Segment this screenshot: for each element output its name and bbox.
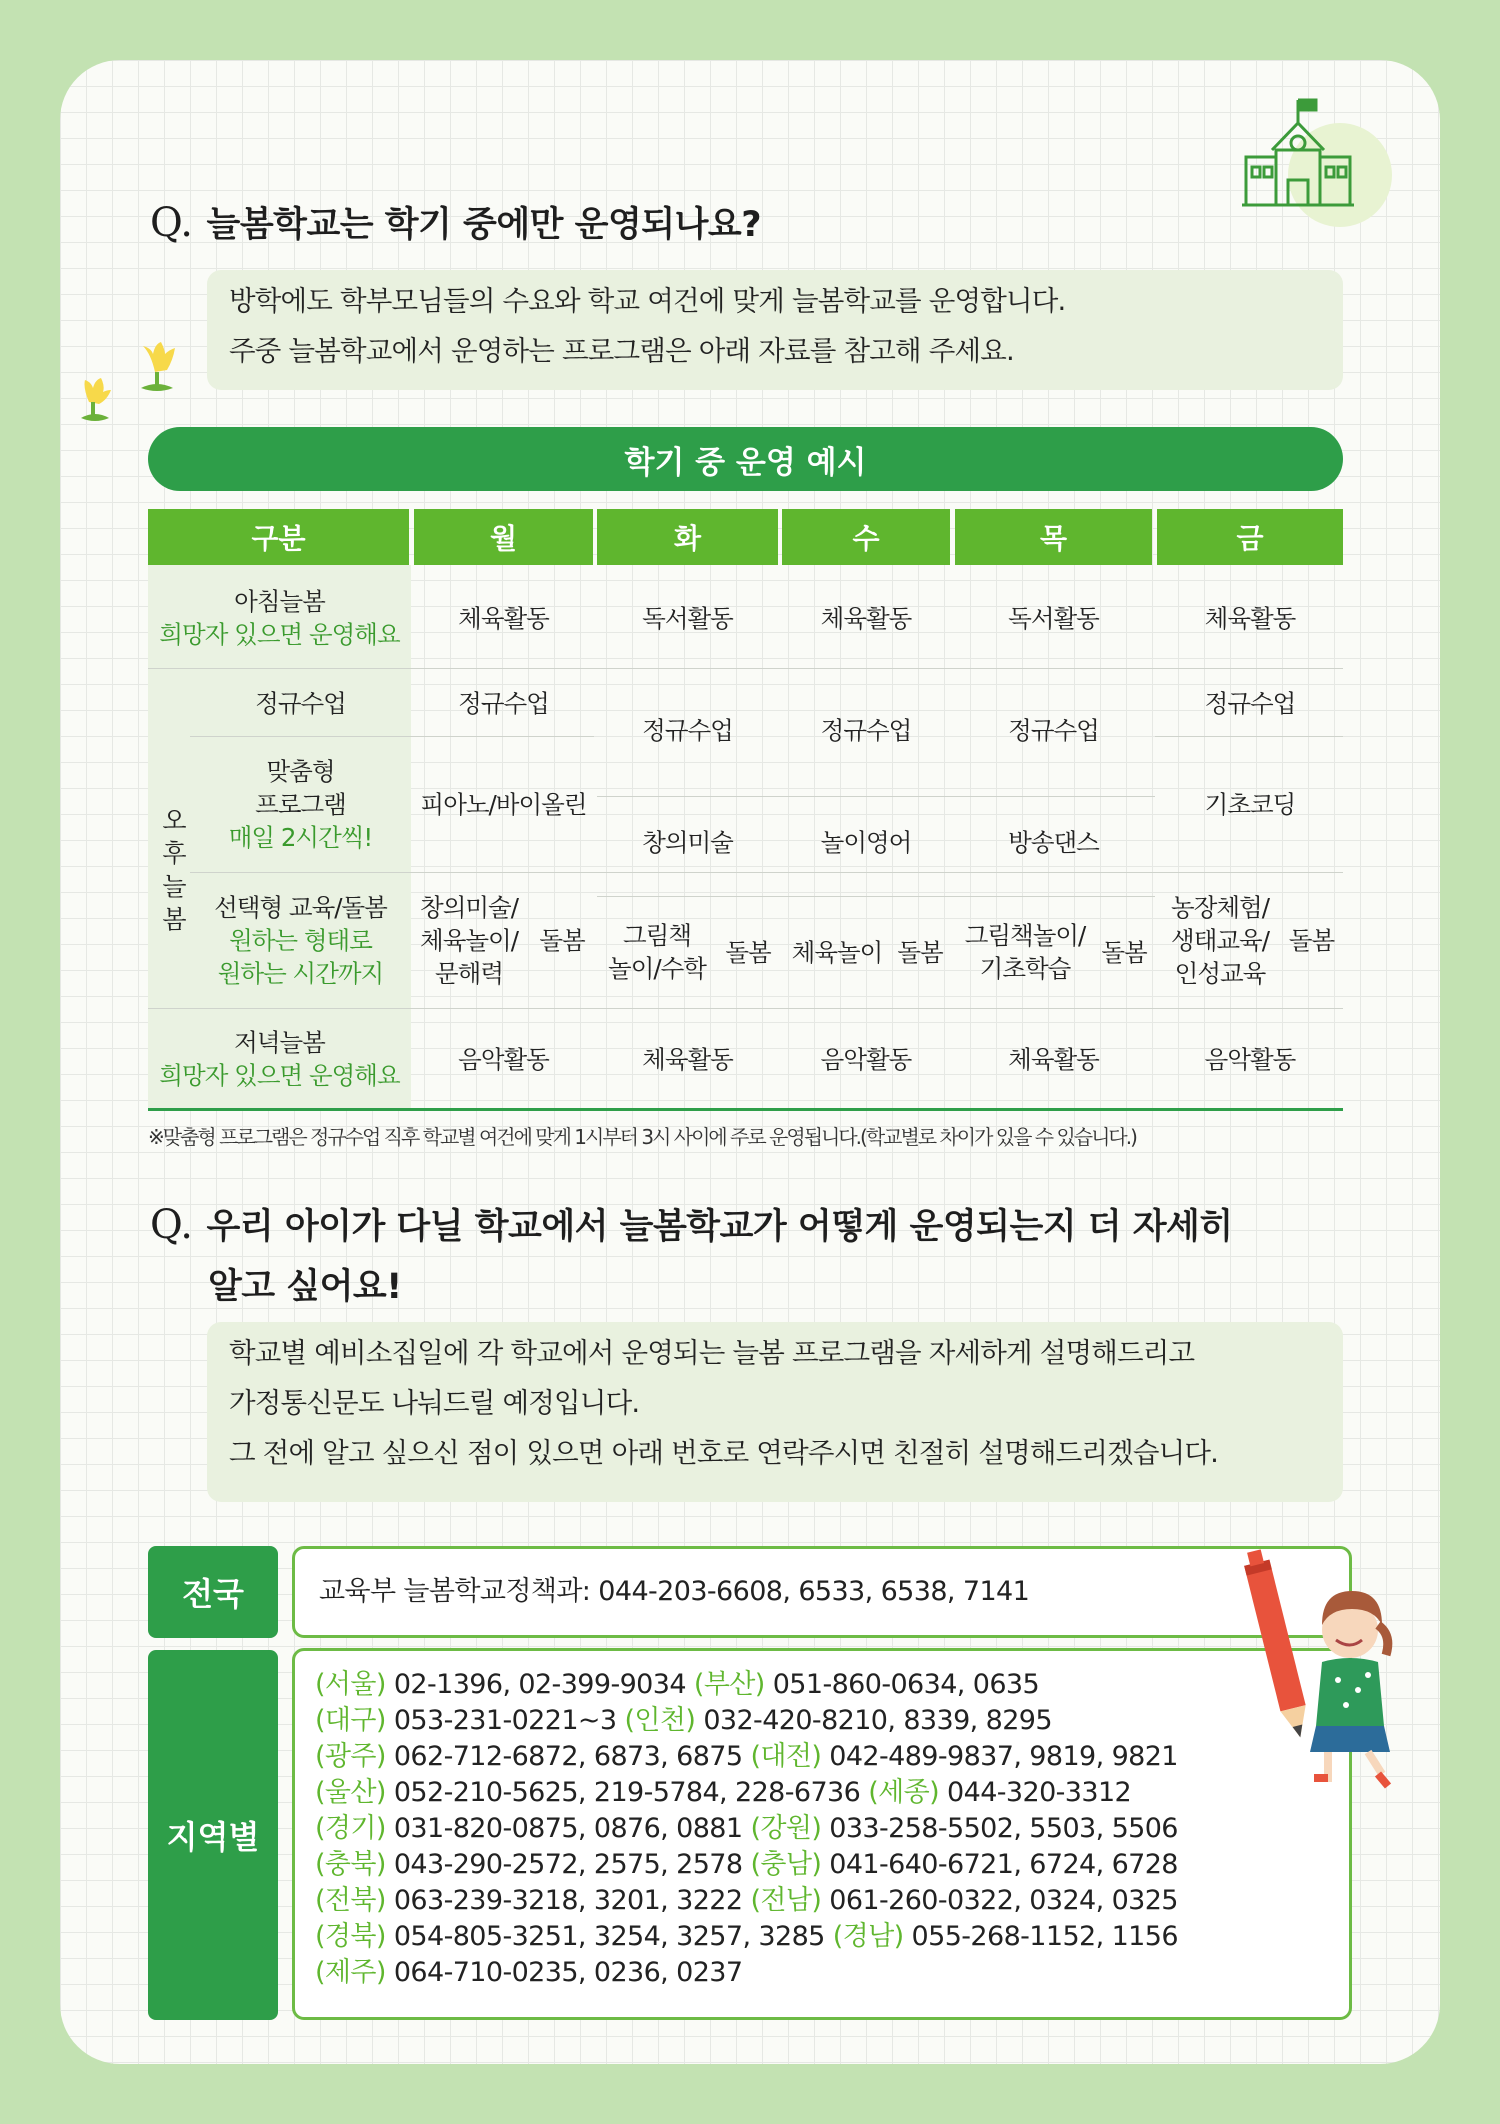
- region-name: (경남): [832, 1921, 904, 1952]
- national-contact: 교육부 늘봄학교정책과: 044-203-6608, 6533, 6538, 7141: [319, 1576, 1030, 1607]
- answer-line: 주중 늘봄학교에서 운영하는 프로그램은 아래 자료를 참고해 주세요.: [229, 335, 1014, 367]
- region-phone: 051-860-0634, 0635: [772, 1669, 1040, 1700]
- row-divider: [148, 668, 1343, 669]
- row-label-regular: 정규수업: [255, 688, 346, 718]
- custom-wed: 놀이영어: [820, 827, 912, 857]
- custom-fri: 기초코딩: [1204, 789, 1296, 819]
- regular-wed: 정규수업: [820, 715, 912, 745]
- region-name: (부산): [693, 1669, 765, 1700]
- regional-contact-line: [315, 1775, 1349, 1811]
- table-bottom-rule: [148, 1108, 1343, 1111]
- row-sublabel: 희망자 있으면 운영해요: [159, 620, 400, 649]
- regular-fri: 정규수업: [1204, 688, 1296, 718]
- col-header: 화: [597, 509, 778, 565]
- question-2-line: 알고 싶어요!: [208, 1267, 402, 1307]
- row-label: 맞춤형 프로그램: [255, 756, 346, 819]
- region-phone: 032-420-8210, 8339, 8295: [703, 1705, 1052, 1736]
- morning-mon: 체육활동: [458, 603, 549, 633]
- col-header: 목: [955, 509, 1152, 565]
- morning-thu: 독서활동: [1008, 603, 1099, 633]
- regional-contact-line: [315, 1703, 1349, 1739]
- row-sublabel: 희망자 있으면 운영해요: [159, 1061, 400, 1090]
- region-name: (대전): [750, 1741, 822, 1772]
- row-divider: [597, 796, 1155, 797]
- region-phone: 063-239-3218, 3201, 3222: [393, 1885, 743, 1916]
- school-building-icon: [1240, 95, 1395, 235]
- region-name: (경북): [315, 1921, 386, 1952]
- question-1: [150, 193, 761, 255]
- row-divider: [190, 872, 1343, 873]
- regional-contact-line: [315, 1883, 1349, 1919]
- question-1-text: 늘봄학교는 학기 중에만 운영되나요?: [206, 205, 762, 245]
- elective-wed-care: 돌봄: [897, 937, 943, 967]
- region-phone: 02-1396, 02-399-9034: [393, 1669, 686, 1700]
- row-label-evening: [148, 1012, 411, 1106]
- answer-2: [207, 1322, 1343, 1502]
- custom-mon: 피아노/바이올린: [420, 789, 587, 819]
- row-sublabel: 원하는 형태로 원하는 시간까지: [217, 925, 384, 988]
- region-name: (전남): [750, 1885, 822, 1916]
- col-header: 금: [1157, 509, 1343, 565]
- region-phone: 061-260-0322, 0324, 0325: [829, 1885, 1178, 1916]
- row-divider: [148, 1008, 1343, 1009]
- regional-contact-line: [315, 1739, 1349, 1775]
- q-mark: Q.: [150, 200, 193, 246]
- row-label-elective: [190, 876, 411, 1004]
- region-phone: 044-320-3312: [947, 1777, 1132, 1808]
- regional-contact-line: [315, 1811, 1349, 1847]
- regular-tue: 정규수업: [642, 715, 733, 745]
- region-phone: 052-210-5625, 219-5784, 228-6736: [393, 1777, 861, 1808]
- q-mark: Q.: [150, 1202, 193, 1248]
- regular-thu: 정규수업: [1008, 715, 1099, 745]
- region-phone: 064-710-0235, 0236, 0237: [393, 1957, 743, 1988]
- row-label: 아침늘봄: [234, 587, 325, 616]
- elective-tue-care: 돌봄: [725, 937, 771, 967]
- evening-fri: 음악활동: [1204, 1044, 1296, 1074]
- regular-mon: 정규수업: [458, 688, 549, 718]
- regional-contact-line: [315, 1847, 1349, 1883]
- schedule-note: ※맞춤형 프로그램은 정규수업 직후 학교별 여건에 맞게 1시부터 3시 사이에 주로 운영됩니다.(학교별로 차이가 있을 수 있습니다.): [148, 1125, 1136, 1149]
- row-divider: [597, 896, 1155, 897]
- region-name: (경기): [315, 1813, 386, 1844]
- evening-thu: 체육활동: [1008, 1044, 1099, 1074]
- col-header: 수: [782, 509, 950, 565]
- regional-tag: 지역별: [148, 1650, 278, 2020]
- evening-mon: 음악활동: [458, 1044, 549, 1074]
- row-label-morning: [148, 572, 411, 664]
- answer-line: 방학에도 학부모님들의 수요와 학교 여건에 맞게 늘봄학교를 운영합니다.: [229, 285, 1066, 317]
- region-phone: 033-258-5502, 5503, 5506: [829, 1813, 1178, 1844]
- region-phone: 054-805-3251, 3254, 3257, 3285: [393, 1921, 825, 1952]
- custom-thu: 방송댄스: [1008, 827, 1099, 857]
- custom-tue: 창의미술: [642, 827, 733, 857]
- region-phone: 055-268-1152, 1156: [911, 1921, 1178, 1952]
- morning-fri: 체육활동: [1204, 603, 1296, 633]
- regional-contact-line: [315, 1955, 1349, 1991]
- evening-tue: 체육활동: [642, 1044, 733, 1074]
- girl-with-pencil-illustration: [1240, 1530, 1410, 1800]
- region-name: (서울): [315, 1669, 386, 1700]
- elective-wed: 체육놀이: [791, 937, 883, 967]
- elective-mon: 창의미술/ 체육놀이/ 문해력: [420, 892, 518, 988]
- regional-contact-line: [315, 1919, 1349, 1955]
- region-name: (세종): [868, 1777, 940, 1808]
- schedule-title: 학기 중 운영 예시: [148, 427, 1343, 491]
- row-divider: [1155, 736, 1343, 737]
- regional-box: [292, 1648, 1352, 2020]
- region-name: (인천): [624, 1705, 696, 1736]
- region-phone: 031-820-0875, 0876, 0881: [393, 1813, 743, 1844]
- question-2: [150, 1195, 1233, 1317]
- morning-tue: 독서활동: [642, 603, 733, 633]
- col-header: 월: [414, 509, 593, 565]
- region-name: (광주): [315, 1741, 386, 1772]
- region-phone: 062-712-6872, 6873, 6875: [393, 1741, 743, 1772]
- region-name: (울산): [315, 1777, 386, 1808]
- region-phone: 041-640-6721, 6724, 6728: [829, 1849, 1178, 1880]
- elective-mon-care: 돌봄: [539, 925, 585, 955]
- elective-tue: 그림책 놀이/수학: [608, 921, 706, 983]
- row-divider: [190, 736, 594, 737]
- row-label-custom: [190, 740, 411, 868]
- region-name: (충남): [750, 1849, 822, 1880]
- morning-wed: 체육활동: [820, 603, 912, 633]
- national-tag: 전국: [148, 1546, 278, 1638]
- col-header: 구분: [148, 509, 409, 565]
- answer-line: 학교별 예비소집일에 각 학교에서 운영되는 늘봄 프로그램을 자세하게 설명해드리고: [229, 1337, 1195, 1369]
- region-name: (전북): [315, 1885, 386, 1916]
- answer-1: [207, 270, 1343, 390]
- elective-thu: 그림책놀이/ 기초학습: [964, 921, 1086, 983]
- elective-thu-care: 돌봄: [1101, 937, 1147, 967]
- region-phone: 043-290-2572, 2575, 2578: [393, 1849, 743, 1880]
- row-sublabel: 매일 2시간씩!: [228, 822, 373, 852]
- region-phone: 053-231-0221~3: [393, 1705, 617, 1736]
- region-name: (대구): [315, 1705, 386, 1736]
- national-box: [292, 1546, 1352, 1638]
- regional-contact-line: [315, 1667, 1349, 1703]
- region-phone: 042-489-9837, 9819, 9821: [829, 1741, 1178, 1772]
- region-name: (제주): [315, 1957, 386, 1988]
- row-label: 선택형 교육/돌봄: [214, 892, 387, 922]
- elective-fri: 농장체험/ 생태교육/ 인성교육: [1171, 892, 1269, 988]
- region-name: (강원): [750, 1813, 822, 1844]
- regional-list: [315, 1667, 1349, 1991]
- evening-wed: 음악활동: [820, 1044, 912, 1074]
- row-label-afternoon: 오후 늘봄: [162, 806, 186, 934]
- tulip-icon: [75, 322, 185, 422]
- elective-fri-care: 돌봄: [1288, 925, 1335, 955]
- region-name: (충북): [315, 1849, 386, 1880]
- row-label: 저녁늘봄: [234, 1028, 325, 1057]
- answer-line: 가정통신문도 나눠드릴 예정입니다.: [229, 1387, 640, 1419]
- question-2-line: 우리 아이가 다닐 학교에서 늘봄학교가 어떻게 운영되는지 더 자세히: [206, 1207, 1233, 1247]
- answer-line: 그 전에 알고 싶으신 점이 있으면 아래 번호로 연락주시면 친절히 설명해드리겠습니다.: [229, 1437, 1219, 1469]
